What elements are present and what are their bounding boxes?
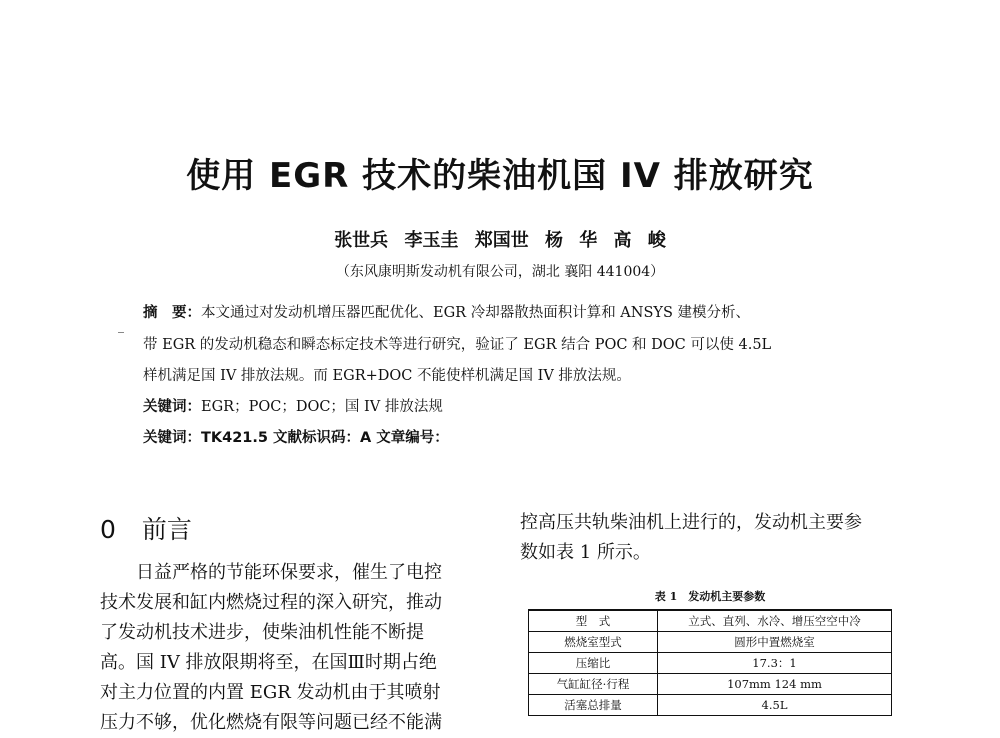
table-row — [529, 632, 892, 653]
text-line: 数如表 1 所示。 — [520, 542, 651, 563]
table-row — [529, 653, 892, 674]
paper-title: 使用 EGR 技术的柴油机国 IV 排放研究 — [186, 156, 814, 196]
table-cell-value: 4.5L — [658, 695, 892, 716]
table-cell-label: 活塞总排量 — [529, 695, 658, 716]
table-cell-value: 107mm 124 mm — [658, 674, 892, 695]
table-cell-label: 压缩比 — [529, 653, 658, 674]
text-line: 日益严格的节能环保要求，催生了电控 — [100, 562, 442, 583]
table-caption: 表 1 发动机主要参数 — [654, 590, 766, 603]
author-list: 张世兵 李玉圭 郑国世 杨 华 高 峻 — [334, 230, 666, 251]
left-column-text — [100, 558, 485, 738]
keywords-label: 关键词： — [143, 399, 201, 415]
affiliation: （东风康明斯发动机有限公司，湖北 襄阳 441004） — [335, 264, 665, 280]
table-cell-label: 型 式 — [529, 610, 658, 632]
engine-parameters-table — [528, 609, 892, 716]
abstract-line-3: 样机满足国 IV 排放法规。而 EGR+DOC 不能使样机满足国 IV 排放法规。 — [143, 368, 631, 384]
table-cell-value: 17.3：1 — [658, 653, 892, 674]
text-line: 了发动机技术进步，使柴油机性能不断提 — [100, 622, 424, 643]
section-title: 前言 — [141, 515, 192, 544]
abstract-line-1 — [143, 301, 750, 322]
classification-label: 关键词： — [143, 430, 201, 446]
text-line: 对主力位置的内置 EGR 发动机由于其喷射 — [100, 682, 441, 703]
right-column-text — [520, 508, 910, 568]
text-line: 高。国 IV 排放限期将至，在国Ⅲ时期占绝 — [100, 652, 437, 673]
table-cell-value: 立式、直列、水冷、增压空空中冷 — [658, 610, 892, 632]
classification-value: TK421.5 文献标识码：A 文章编号： — [201, 430, 449, 446]
abstract-label: 摘 要： — [143, 305, 201, 321]
table-cell-label: 燃烧室型式 — [529, 632, 658, 653]
text-line: 控高压共轨柴油机上进行的，发动机主要参 — [520, 512, 862, 533]
text-line: 技术发展和缸内燃烧过程的深入研究，推动 — [100, 592, 442, 613]
margin-mark — [118, 332, 124, 333]
section-number: 0 — [100, 515, 116, 544]
table-row — [529, 610, 892, 632]
table-row — [529, 695, 892, 716]
classification — [143, 426, 449, 447]
text-line: 压力不够，优化燃烧有限等问题已经不能满 — [100, 712, 442, 733]
table-row — [529, 674, 892, 695]
abstract-text: 本文通过对发动机增压器匹配优化、EGR 冷却器散热面积计算和 ANSYS 建模分析、 — [201, 305, 751, 321]
table-cell-value: 圆形中置燃烧室 — [658, 632, 892, 653]
table-cell-label: 气缸缸径·行程 — [529, 674, 658, 695]
section-heading — [100, 510, 192, 546]
keywords — [143, 395, 443, 416]
keywords-value: EGR；POC；DOC；国 IV 排放法规 — [201, 399, 443, 415]
abstract-line-2: 带 EGR 的发动机稳态和瞬态标定技术等进行研究，验证了 EGR 结合 POC 和 DOC 可以使 4.5L — [143, 337, 772, 353]
